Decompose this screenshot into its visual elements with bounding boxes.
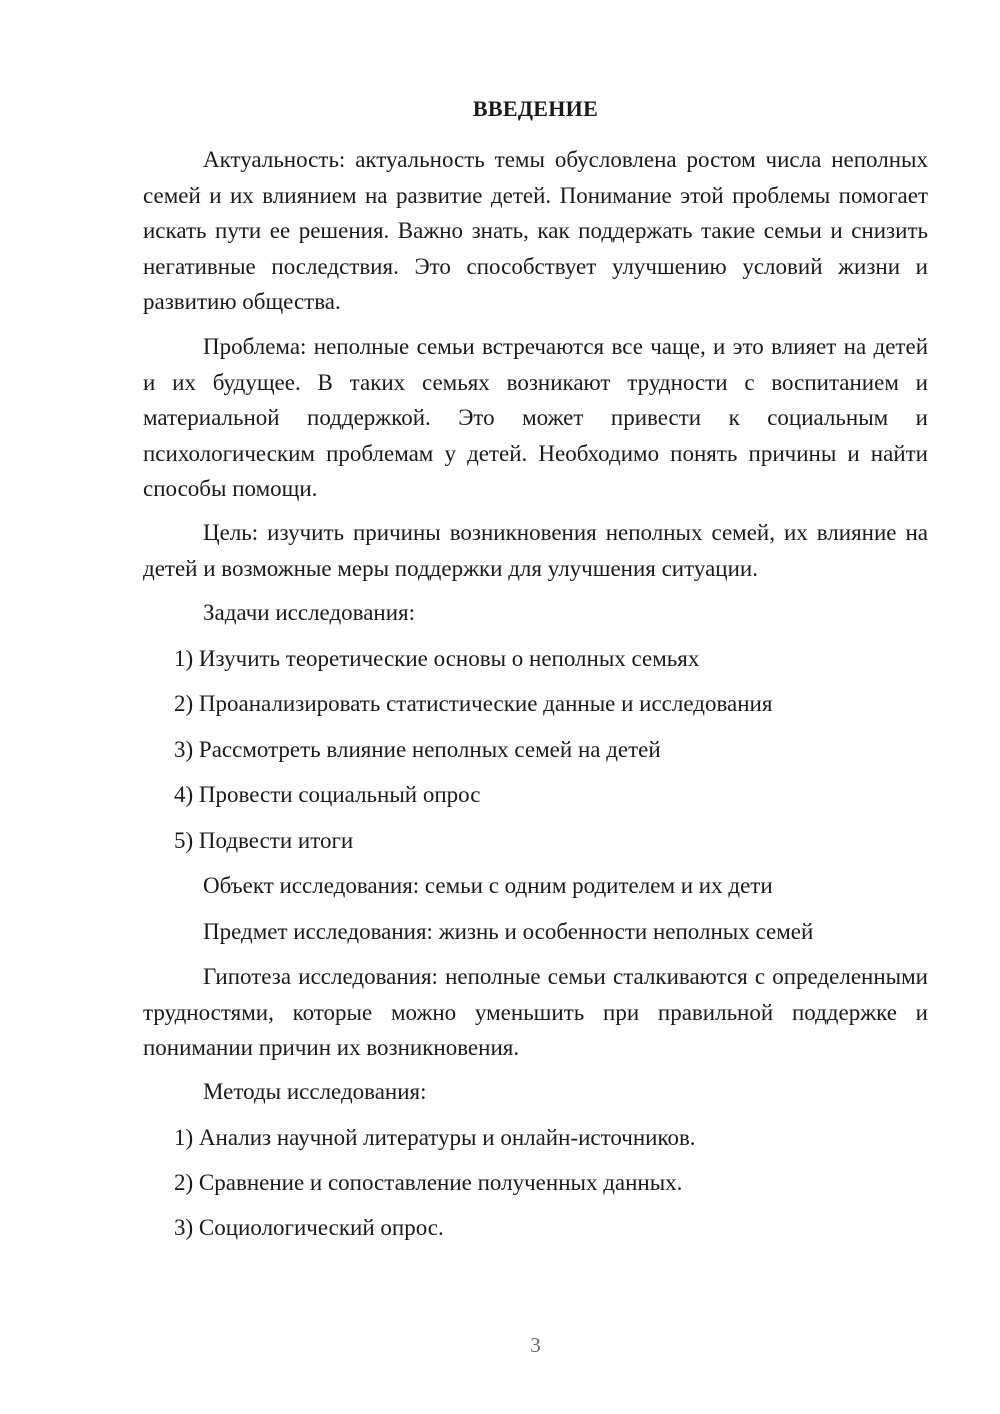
task-item: 5) Подвести итоги (174, 828, 354, 853)
research-object: Объект исследования: семьи с одним родителем и их дети (203, 873, 773, 898)
method-item: 3) Социологический опрос. (174, 1215, 444, 1240)
paragraph-problem: Проблема: неполные семьи встречаются все чаще, и это влияет на детей и их будущее. В таких семьях возникают трудности с воспитанием и материальной поддержкой. Это может привести к социальным и психологическим проблемам у детей. Необходимо понять причины и найти способы помощи. (143, 334, 928, 501)
task-item: 1) Изучить теоретические основы о неполных семьях (174, 646, 700, 671)
task-item: 4) Провести социальный опрос (174, 782, 481, 807)
task-item: 3) Рассмотреть влияние неполных семей на детей (174, 737, 661, 762)
paragraph-goal: Цель: изучить причины возникновения неполных семей, их влияние на детей и возможные меры поддержки для улучшения ситуации. (143, 520, 928, 581)
method-item: 2) Сравнение и сопоставление полученных данных. (174, 1170, 683, 1195)
document-page (143, 0, 928, 1414)
paragraph-hypothesis: Гипотеза исследования: неполные семьи сталкиваются с определенными трудностями, которые можно уменьшить при правильной поддержке и понимании причин их возникновения. (143, 964, 928, 1060)
page-title: ВВЕДЕНИЕ (472, 96, 599, 121)
task-item: 2) Проанализировать статистические данные и исследования (174, 691, 773, 716)
methods-heading: Методы исследования: (203, 1079, 427, 1104)
page-number: 3 (530, 1333, 541, 1357)
tasks-heading: Задачи исследования: (203, 600, 416, 625)
method-item: 1) Анализ научной литературы и онлайн-источников. (174, 1125, 696, 1150)
research-subject: Предмет исследования: жизнь и особенности неполных семей (203, 919, 814, 944)
paragraph-relevance: Актуальность: актуальность темы обусловлена ростом числа неполных семей и их влиянием на развитие детей. Понимание этой проблемы помогает искать пути ее решения. Важно знать, как поддержать такие семьи и снизить негативные последствия. Это способствует улучшению условий жизни и развитию общества. (143, 147, 928, 314)
